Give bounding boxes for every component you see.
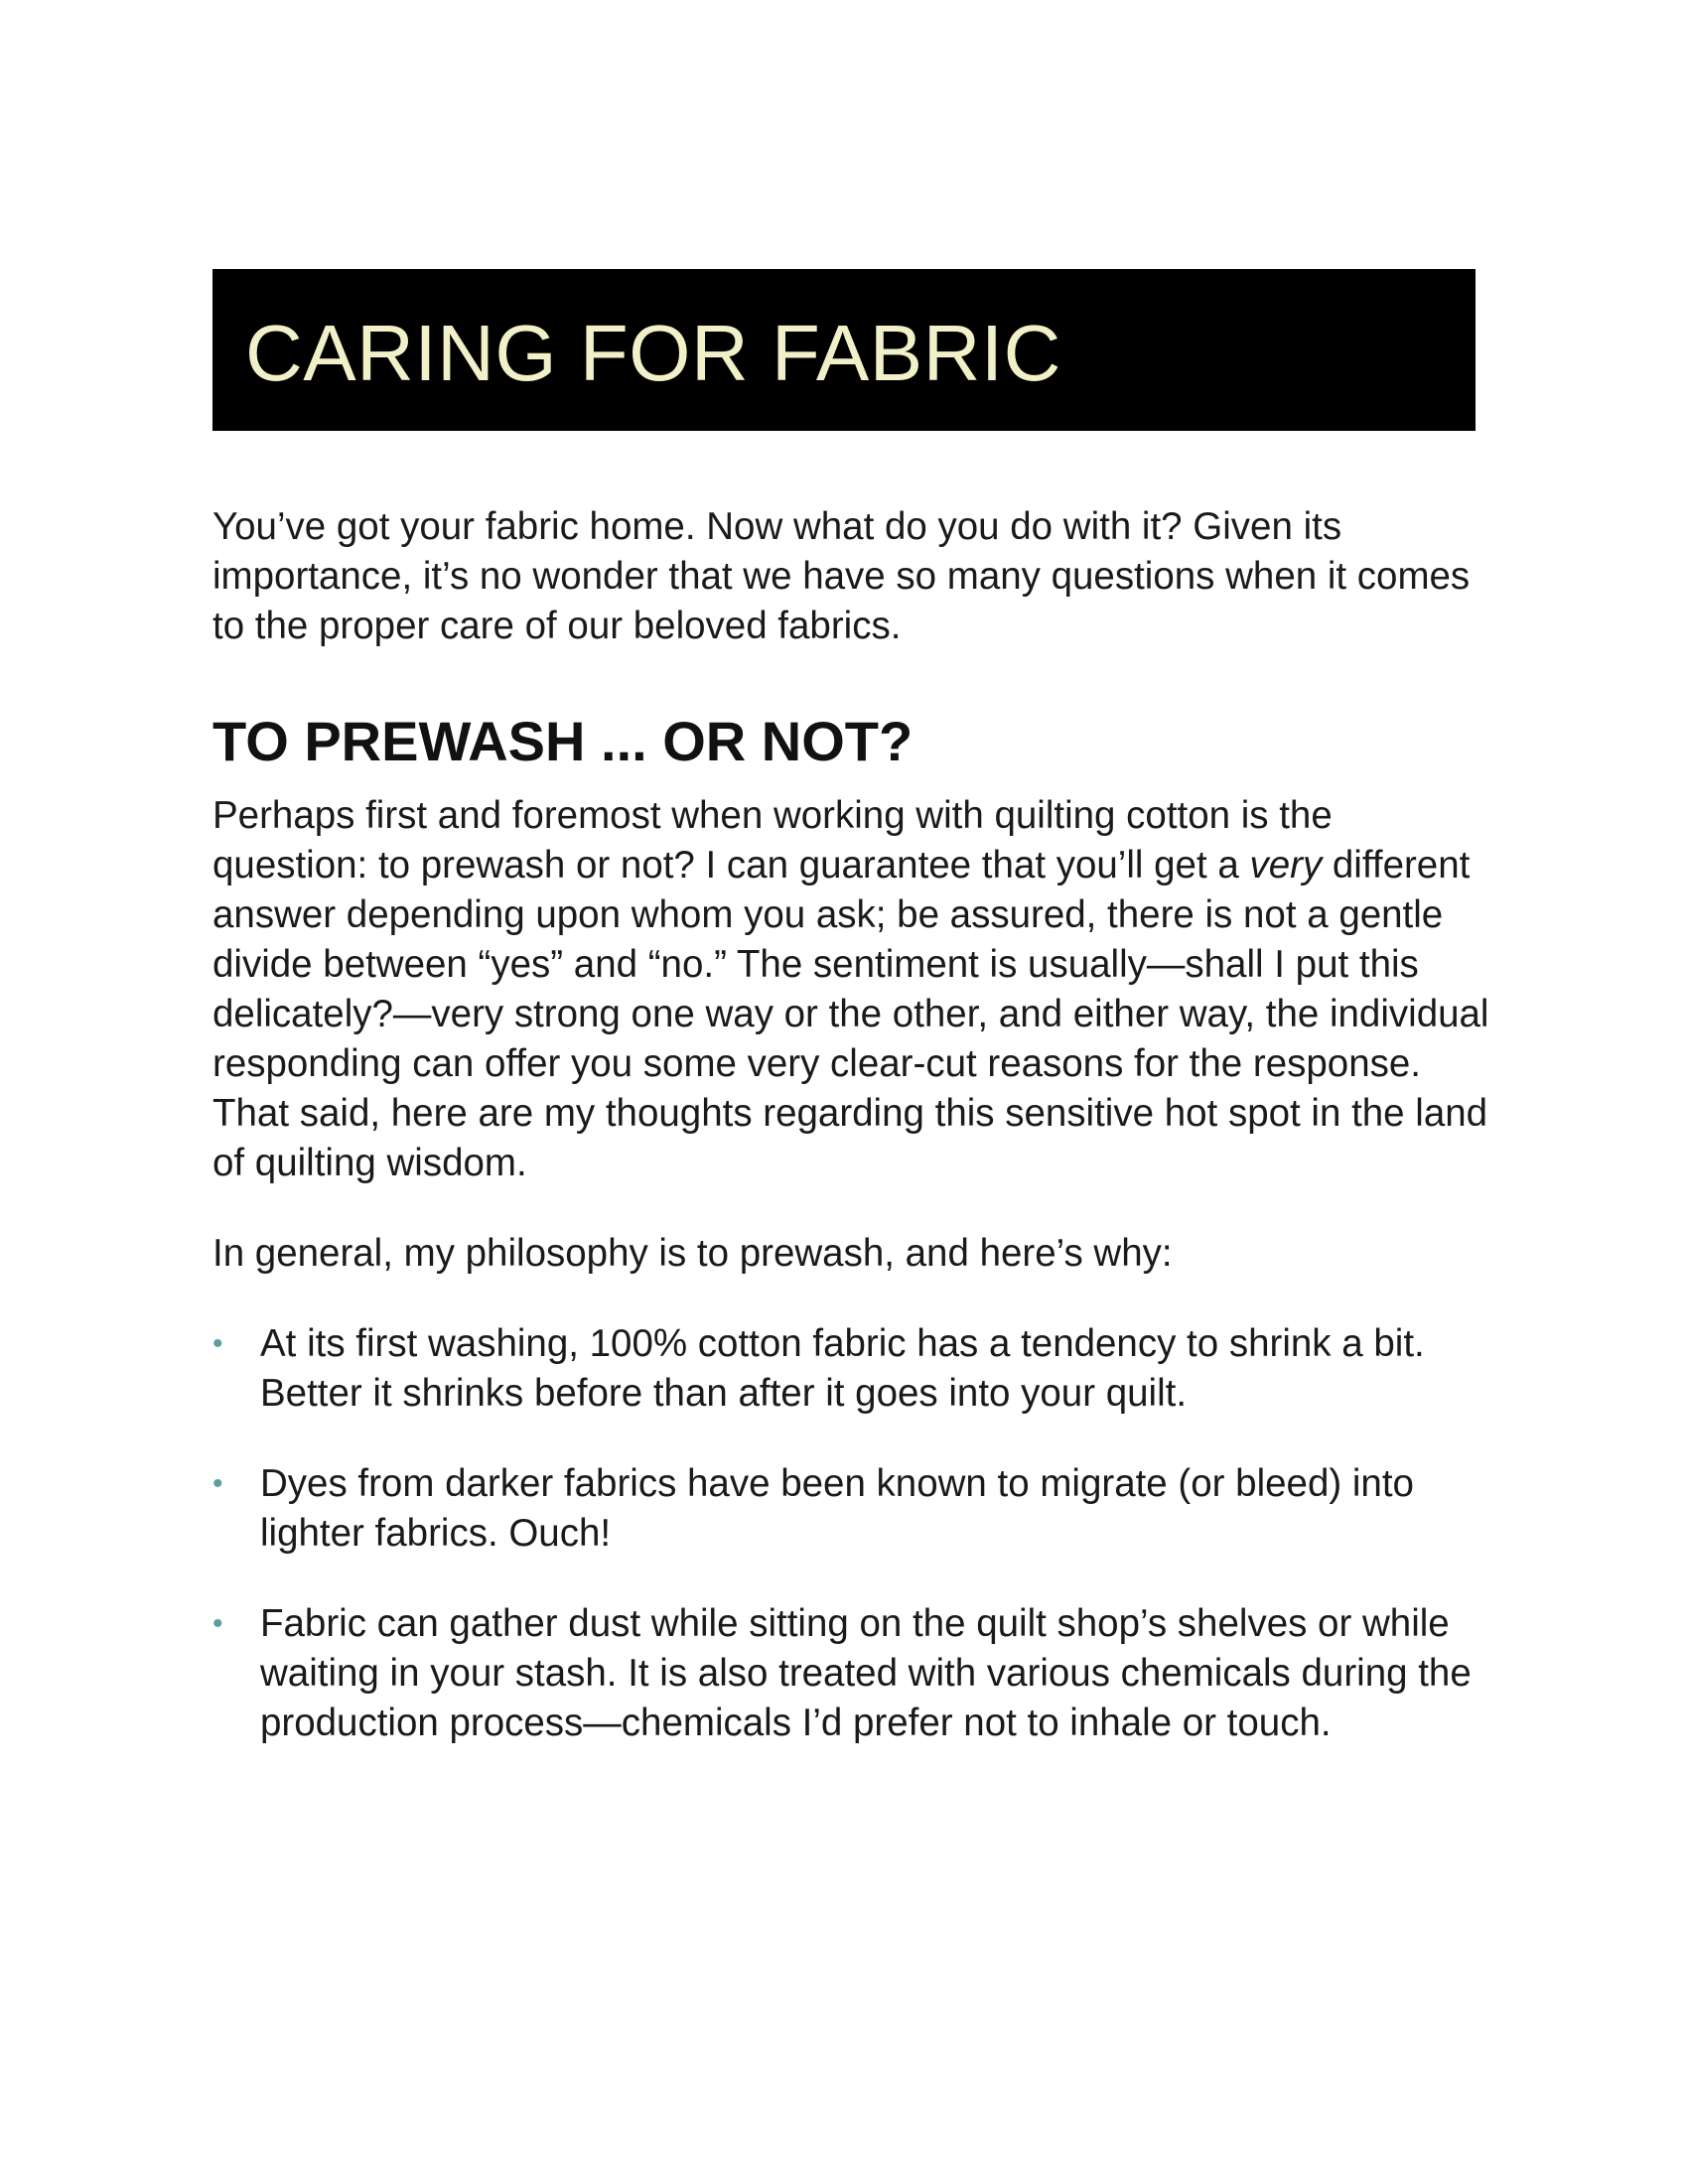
body-paragraph-2: In general, my philosophy is to prewash, and here’s why:: [212, 1232, 1173, 1275]
body-paragraph-1-part-b: different answer depending upon whom you ask; be assured, there is not a gentle divide between “yes” and “no.” The sentiment is usually—shall I put this delicately?—very strong one way or the other, and either way, the individual responding can offer you some very clear-cut reasons for the response. That said, here are my thoughts regarding this sensitive hot spot in the land of quilting wisdom.: [212, 844, 1489, 1184]
body-paragraph-1-part-a: Perhaps first and foremost when working with quilting cotton is the question: to prewash or not? I can guarantee that you’ll get a: [212, 794, 1333, 887]
body-paragraph-1-emphasis: very: [1249, 844, 1323, 887]
list-item: [212, 1459, 1493, 1559]
bullet-icon: •: [212, 1607, 223, 1640]
article-content: [212, 502, 1493, 1789]
section-heading: TO PREWASH ... OR NOT?: [212, 710, 914, 772]
list-item-text: Fabric can gather dust while sitting on the quilt shop’s shelves or while waiting in your stash. It is also treated with various chemicals during the production process—chemicals I’d prefer not to inhale or touch.: [260, 1602, 1472, 1744]
page-title: CARING FOR FABRIC: [245, 308, 1061, 397]
body-paragraph-1: [212, 791, 1493, 1188]
intro-paragraph: You’ve got your fabric home. Now what do you do with it? Given its importance, it’s no wonder that we have so many questions when it comes to the proper care of our beloved fabrics.: [212, 505, 1471, 647]
bullet-icon: •: [212, 1467, 223, 1500]
list-item-text: At its first washing, 100% cotton fabric has a tendency to shrink a bit. Better it shrinks before than after it goes into your quilt.: [260, 1322, 1425, 1415]
list-item: [212, 1599, 1493, 1748]
list-item: [212, 1319, 1493, 1419]
bullet-list: [212, 1319, 1493, 1748]
bullet-icon: •: [212, 1327, 223, 1360]
list-item-text: Dyes from darker fabrics have been known to migrate (or bleed) into lighter fabrics. Ouch!: [260, 1462, 1414, 1555]
title-banner: [212, 269, 1476, 431]
